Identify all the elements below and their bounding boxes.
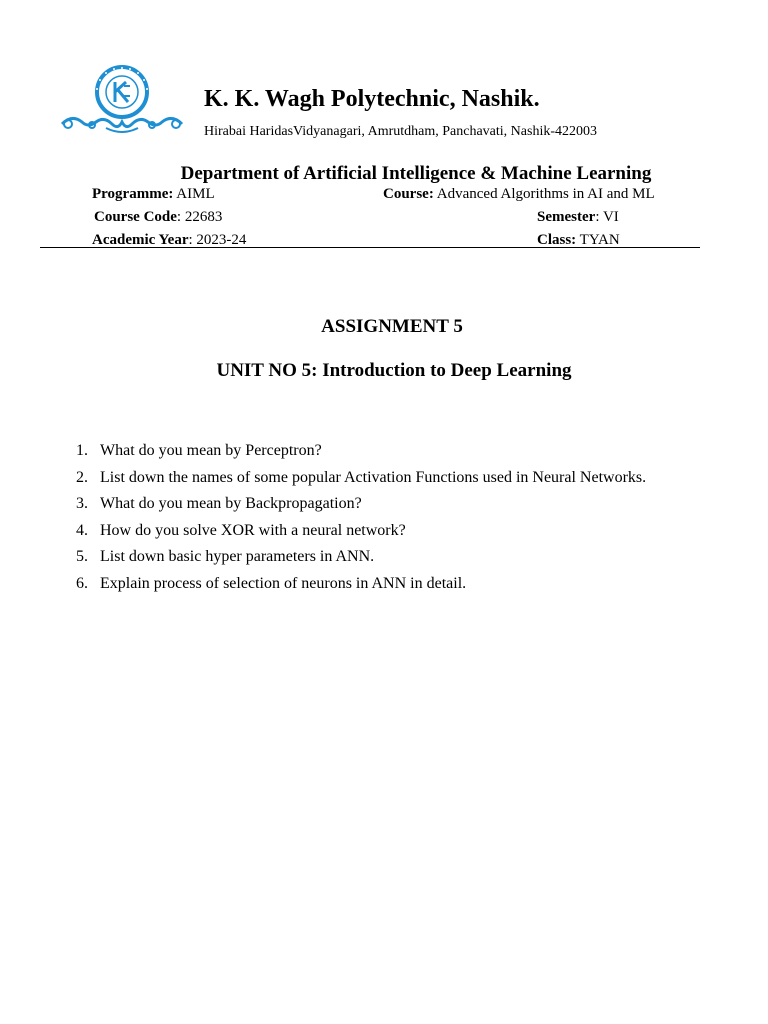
semester-info [537, 209, 619, 226]
course-value: Advanced Algorithms in AI and ML [436, 186, 655, 202]
logo-emblem-icon [58, 62, 186, 138]
question-item [76, 441, 676, 460]
question-text: What do you mean by Perceptron? [100, 442, 322, 459]
question-number: 3. [76, 495, 88, 512]
question-number: 2. [76, 468, 88, 486]
academic-year-label: Academic Year [92, 232, 189, 248]
header-divider [40, 247, 700, 248]
question-item [76, 574, 676, 593]
course-code-label: Course Code [94, 209, 177, 225]
institute-address: Hirabai HaridasVidyanagari, Amrutdham, Panchavati, Nashik-422003 [204, 124, 597, 139]
question-number: 5. [76, 548, 88, 565]
question-number: 4. [76, 521, 88, 539]
department-title: Department of Artificial Intelligence & Machine Learning [180, 163, 652, 184]
semester-label: Semester [537, 209, 596, 225]
course-label: Course: [383, 186, 434, 202]
question-text: Explain process of selection of neurons in ANN in detail. [100, 574, 467, 592]
question-number: 1. [76, 442, 88, 459]
question-item [76, 468, 676, 487]
institute-logo [58, 62, 186, 138]
assignment-title: ASSIGNMENT 5 [321, 316, 463, 337]
question-text: List down basic hyper parameters in ANN. [100, 548, 375, 565]
question-item [76, 521, 676, 540]
question-text: What do you mean by Backpropagation? [100, 495, 362, 512]
academic-year-value: : 2023-24 [188, 232, 247, 248]
programme-value: AIML [176, 186, 215, 202]
course-info [383, 186, 655, 203]
programme-info [92, 186, 215, 203]
question-item [76, 494, 676, 513]
institute-name: K. K. Wagh Polytechnic, Nashik. [204, 86, 540, 112]
class-value: TYAN [579, 232, 620, 248]
question-list [76, 441, 676, 600]
course-code-info [94, 209, 222, 226]
unit-title: UNIT NO 5: Introduction to Deep Learning [216, 360, 572, 381]
question-number: 6. [76, 574, 88, 592]
course-code-value: : 22683 [176, 209, 223, 225]
programme-label: Programme: [92, 186, 174, 202]
question-item [76, 547, 676, 566]
class-label: Class: [537, 232, 577, 248]
semester-value: : VI [595, 209, 619, 225]
question-text: List down the names of some popular Activation Functions used in Neural Networks. [100, 468, 647, 486]
question-text: How do you solve XOR with a neural network? [100, 521, 406, 539]
